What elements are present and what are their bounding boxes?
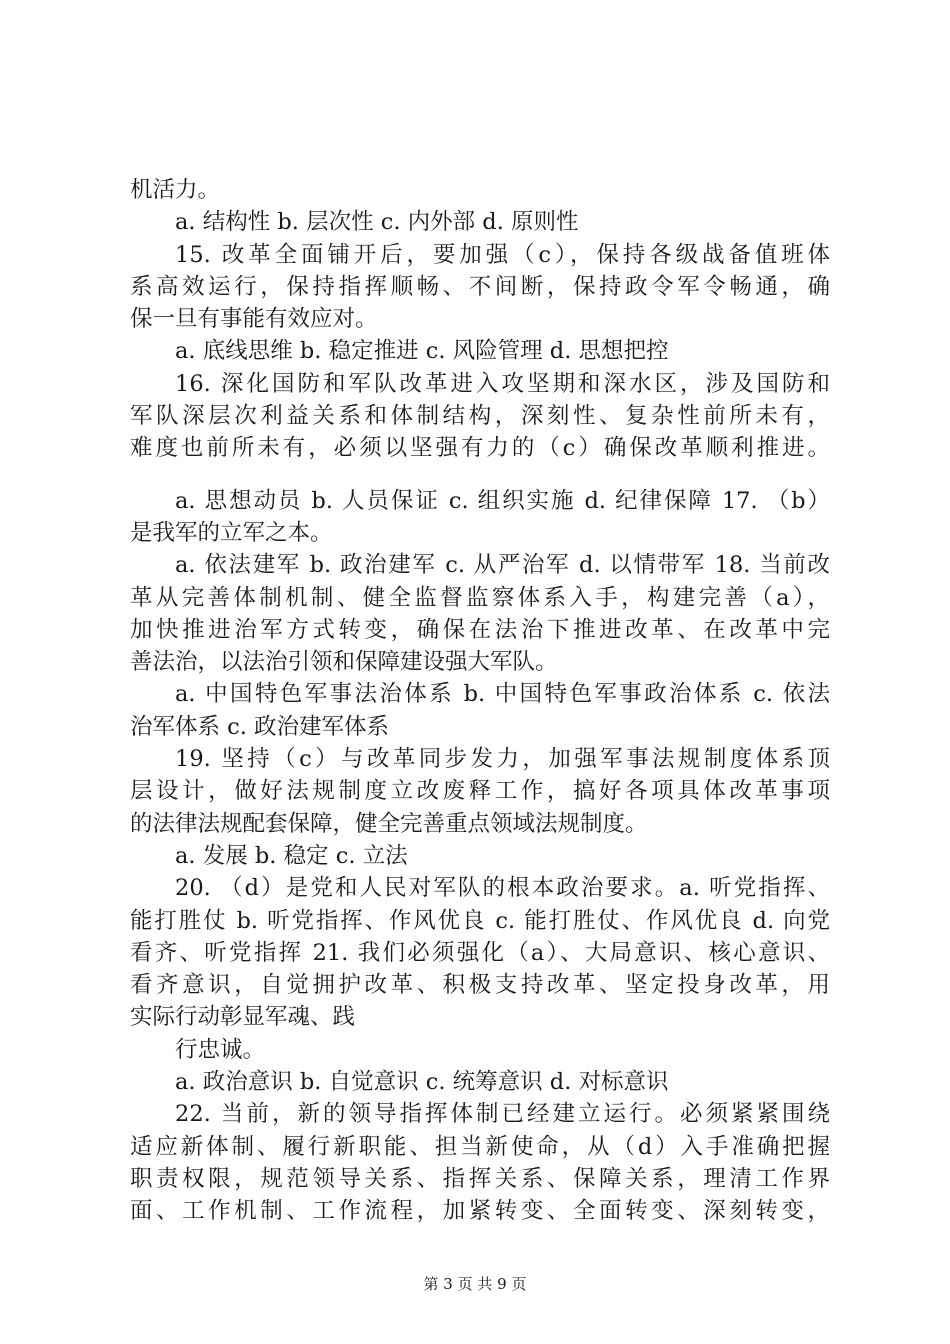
text-line: a. 发展 b. 稳定 c. 立法 xyxy=(175,842,408,869)
text-line: 22. 当前，新的领导指挥体制已经建立运行。必须紧紧围绕 xyxy=(175,1101,830,1128)
text-line: 16. 深化国防和军队改革进入攻坚期和深水区，涉及国防和 xyxy=(175,370,830,397)
text-line: 15. 改革全面铺开后，要加强（c），保持各级战备值班体 xyxy=(175,241,830,268)
text-line: 是我军的立军之本。 xyxy=(130,519,333,546)
text-line: 行忠诚。 xyxy=(175,1036,266,1063)
text-line: 面、工作机制、工作流程，加紧转变、全面转变、深刻转变， xyxy=(130,1198,830,1225)
text-line: a. 依法建军 b. 政治建军 c. 从严治军 d. 以情带军 18. 当前改 xyxy=(175,552,830,579)
text-line: 保一旦有事能有效应对。 xyxy=(130,306,378,333)
text-line: 实际行动彰显军魂、践 xyxy=(130,1004,356,1031)
text-line: 能打胜仗 b. 听党指挥、作风优良 c. 能打胜仗、作风优良 d. 向党 xyxy=(130,907,830,934)
page-number: 第 3 页 共 9 页 xyxy=(423,1275,527,1293)
text-line: a. 底线思维 b. 稳定推进 c. 风险管理 d. 思想把控 xyxy=(175,338,669,365)
text-line: 适应新体制、履行新职能、担当新使命，从（d）入手准确把握 xyxy=(130,1133,830,1160)
text-line: 看齐、听党指挥 21. 我们必须强化（a）、大局意识、核心意识、 xyxy=(130,939,830,966)
text-line: 职责权限，规范领导关系、指挥关系、保障关系，理清工作界 xyxy=(130,1165,830,1192)
text-line: a. 思想动员 b. 人员保证 c. 组织实施 d. 纪律保障 17. （b） xyxy=(175,487,830,514)
page-footer xyxy=(0,1273,950,1294)
text-line: 军队深层次利益关系和体制结构，深刻性、复杂性前所未有， xyxy=(130,403,830,430)
text-line: 机活力。 xyxy=(130,177,221,203)
text-line: 善法治，以法治引领和保障建设强大军队。 xyxy=(130,649,558,676)
text-line: 层设计，做好法规制度立改废释工作，搞好各项具体改革事项 xyxy=(130,778,830,805)
text-line: 加快推进治军方式转变，确保在法治下推进改革、在改革中完 xyxy=(130,616,830,643)
text-line: 19. 坚持（c）与改革同步发力，加强军事法规制度体系顶 xyxy=(175,746,830,773)
text-line: a. 中国特色军事法治体系 b. 中国特色军事政治体系 c. 依法 xyxy=(175,681,830,708)
text-line: 难度也前所未有，必须以坚强有力的（c）确保改革顺利推进。 xyxy=(130,435,830,462)
text-line: 系高效运行，保持指挥顺畅、不间断，保持政令军令畅通，确 xyxy=(130,273,830,300)
text-line: 20. （d）是党和人民对军队的根本政治要求。a. 听党指挥、 xyxy=(175,875,830,902)
text-line: 革从完善体制机制、健全监督监察体系入手，构建完善（a）， xyxy=(130,584,830,611)
text-line: a. 政治意识 b. 自觉意识 c. 统筹意识 d. 对标意识 xyxy=(175,1069,669,1096)
document-body xyxy=(130,174,830,1228)
text-line: 治军体系 c. 政治建军体系 xyxy=(130,713,390,740)
text-line: 的法律法规配套保障，健全完善重点领域法规制度。 xyxy=(130,810,648,837)
text-line: a. 结构性 b. 层次性 c. 内外部 d. 原则性 xyxy=(175,209,579,236)
text-line: 看齐意识，自觉拥护改革、积极支持改革、坚定投身改革，用 xyxy=(130,972,830,999)
